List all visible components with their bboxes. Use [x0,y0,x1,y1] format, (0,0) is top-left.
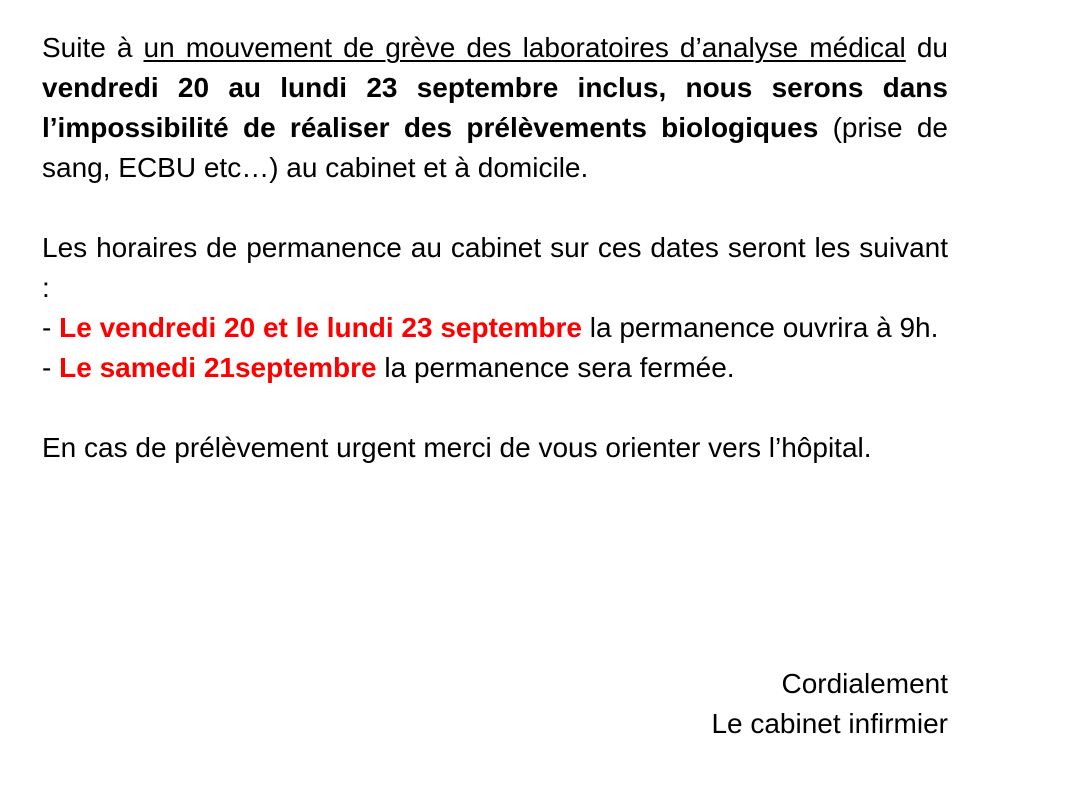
schedule-item-1-dates: Le vendredi 20 et le lundi 23 septembre [59,312,582,343]
list-dash: - [42,312,60,343]
notice-middle: du [905,32,948,63]
notice-prefix: Suite à [42,32,144,63]
opening-hours-intro: Les horaires de permanence au cabinet sur ces dates seront les suivant : [42,232,948,303]
closing-text: Cordialement [781,668,948,699]
notice-body [42,28,948,468]
paragraph-spacer [42,388,948,428]
schedule-item-2-text: la permanence sera fermée. [376,352,735,383]
schedule-item-1-text: la permanence ouvrira à 9h. [581,312,939,343]
list-dash: - [42,352,60,383]
paragraph-spacer [42,188,948,228]
opening-hours-paragraph [42,228,948,388]
strike-dates-bold: vendredi 20 au lundi 23 septembre inclus, nous serons dans l’impossibilité de réaliser des prélèvements biologiques [42,72,948,143]
notice-suffix: (prise de sang, ECBU etc…) au cabinet et à domicile. [42,112,949,183]
sender-name: Le cabinet infirmier [711,708,948,739]
strike-notice-paragraph [42,28,948,188]
schedule-item-2-date: Le samedi 21septembre [59,352,377,383]
strike-reason-underlined: un mouvement de grève des laboratoires d’analyse médical [143,32,906,63]
signature-block [711,664,948,744]
urgent-advice-paragraph: En cas de prélèvement urgent merci de vous orienter vers l’hôpital. [42,432,872,463]
